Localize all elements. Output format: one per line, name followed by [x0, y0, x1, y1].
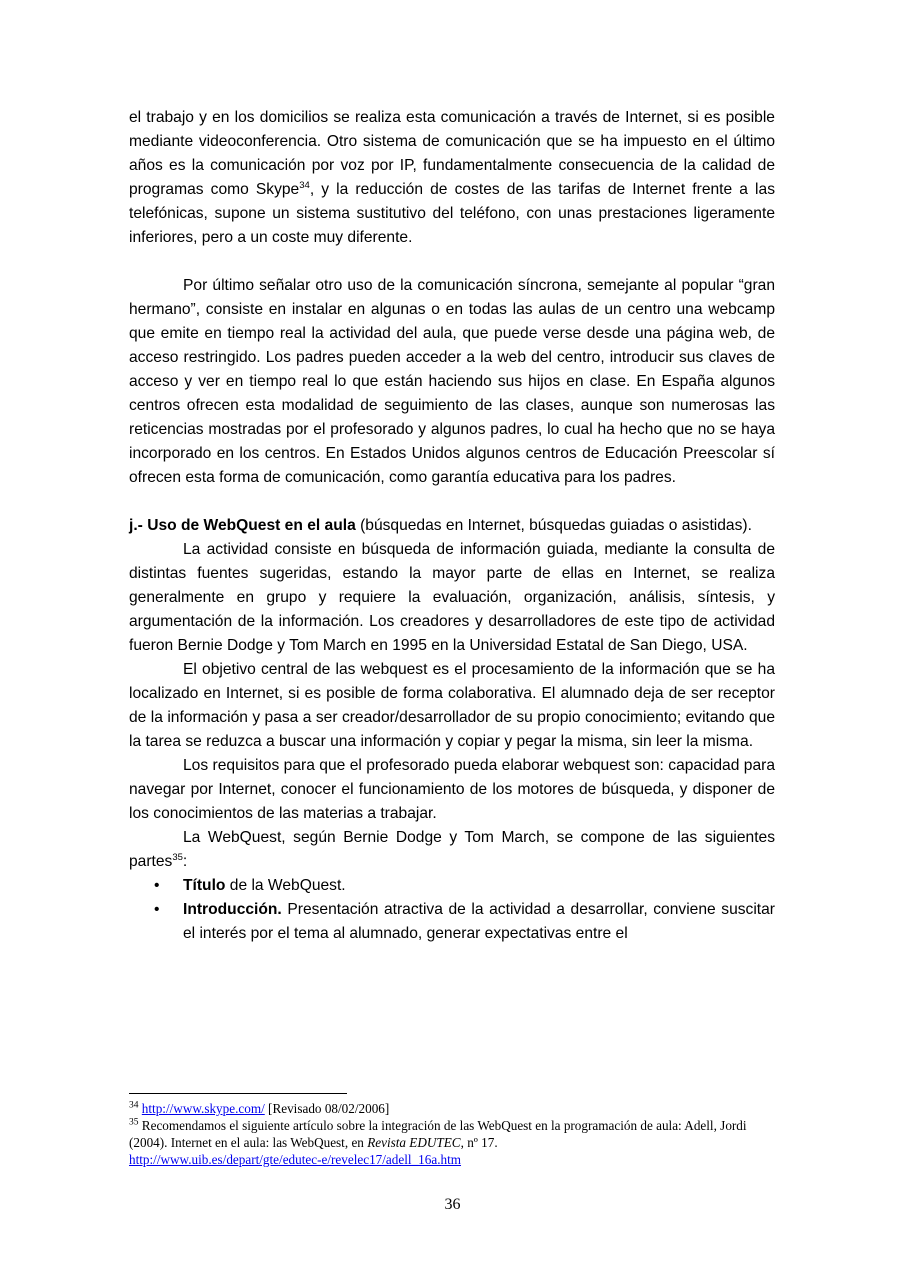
paragraph-text: La WebQuest, según Bernie Dodge y Tom March, se compone de las siguientes partes	[129, 829, 775, 870]
bullet-list	[129, 874, 775, 946]
paragraph	[129, 106, 775, 250]
paragraph-text: el trabajo y en los domicilios se realiza esta comunicación a través de Internet, si es posible mediante videoconferencia. Otro sistema de comunicación que se ha impuesto en el último años es la comunicación por voz por IP, fundamentalmente consecuencia de la calidad de programas como Skype	[129, 109, 775, 198]
list-item-text: Presentación atractiva de la actividad a desarrollar, conviene suscitar el interés por el tema al alumnado, generar expectativas entre el	[183, 901, 775, 942]
list-item-title: Título	[183, 877, 226, 894]
footnote-ref[interactable]: 34	[299, 179, 310, 191]
paragraph	[129, 826, 775, 874]
paragraph: El objetivo central de las webquest es el procesamiento de la información que se ha localizado en Internet, si es posible de forma colaborativa. El alumnado deja de ser receptor de la información y pasa a ser creador/desarrollador de su propio conocimiento; evitando que la tarea se reduzca a buscar una información y copiar y pegar la misma, sin leer la misma.	[129, 661, 775, 750]
skype-link[interactable]: http://www.skype.com/	[141, 1101, 265, 1116]
footnote-ref[interactable]: 35	[172, 851, 183, 863]
bullet-icon: •	[154, 901, 160, 918]
footnote-number: 35	[129, 1117, 139, 1128]
paragraph-text: :	[182, 853, 188, 870]
section-title: j.- Uso de WebQuest en el aula	[129, 517, 356, 534]
document-body	[129, 106, 775, 946]
paragraph: La actividad consiste en búsqueda de información guiada, mediante la consulta de distintas fuentes sugeridas, estando la mayor parte de ellas en Internet, se realiza generalmente en grupo y requiere la evaluación, organización, análisis, síntesis, y argumentación de la información. Los creadores y desarrolladores de este tipo de actividad fueron Bernie Dodge y Tom March en 1995 en la Universidad Estatal de San Diego, USA.	[129, 541, 775, 654]
edutec-link[interactable]: http://www.uib.es/depart/gte/edutec-e/revelec17/adell_16a.htm	[129, 1152, 462, 1167]
journal-title: Revista EDUTEC	[367, 1135, 461, 1150]
footnotes	[129, 1093, 775, 1168]
paragraph: Por último señalar otro uso de la comunicación síncrona, semejante al popular “gran hermano”, consiste en instalar en algunas o en todas las aulas de un centro una webcamp que emite en tiempo real la actividad del aula, que puede verse desde una página web, de acceso restringido. Los padres pueden acceder a la web del centro, introducir sus claves de acceso y ver en tiempo real lo que están haciendo sus hijos en clase. En España algunos centros ofrecen esta modalidad de seguimiento de las clases, aunque son numerosas las reticencias mostradas por el profesorado y algunos padres, lo cual ha hecho que no se haya incorporado en los centros. En Estados Unidos algunos centros de Educación Preescolar sí ofrecen esta forma de comunicación, como garantía educativa para los padres.	[129, 277, 775, 486]
list-item	[129, 874, 775, 898]
list-item-text: de la WebQuest.	[225, 877, 346, 894]
list-item-title: Introducción.	[183, 901, 282, 918]
section-heading	[129, 514, 775, 538]
page-number: 36	[444, 1196, 461, 1213]
footnote-34	[129, 1100, 775, 1117]
footnote-text: Recomendamos el siguiente artículo sobre la integración de las WebQuest en la programación de aula: Adell, Jordi (2004). Internet en el aula: las WebQuest, en	[129, 1118, 747, 1150]
footnote-separator	[129, 1093, 347, 1094]
paragraph: Los requisitos para que el profesorado pueda elaborar webquest son: capacidad para navegar por Internet, conocer el funcionamiento de los motores de búsqueda, y disponer de los conocimientos de las materias a trabajar.	[129, 757, 775, 822]
bullet-icon: •	[154, 877, 160, 894]
paragraph-text: , y la reducción de costes de las tarifas de Internet frente a las telefónicas, supone un sistema sustitutivo del teléfono, con unas prestaciones ligeramente inferiores, pero a un coste muy diferente.	[129, 181, 775, 246]
footnote-number: 34	[129, 1100, 139, 1111]
footnote-35	[129, 1117, 775, 1168]
footnote-text: [Revisado 08/02/2006]	[264, 1101, 390, 1116]
section-subtitle: (búsquedas en Internet, búsquedas guiadas o asistidas).	[355, 517, 752, 534]
list-item	[129, 898, 775, 946]
footnote-text: , nº 17.	[460, 1135, 498, 1150]
